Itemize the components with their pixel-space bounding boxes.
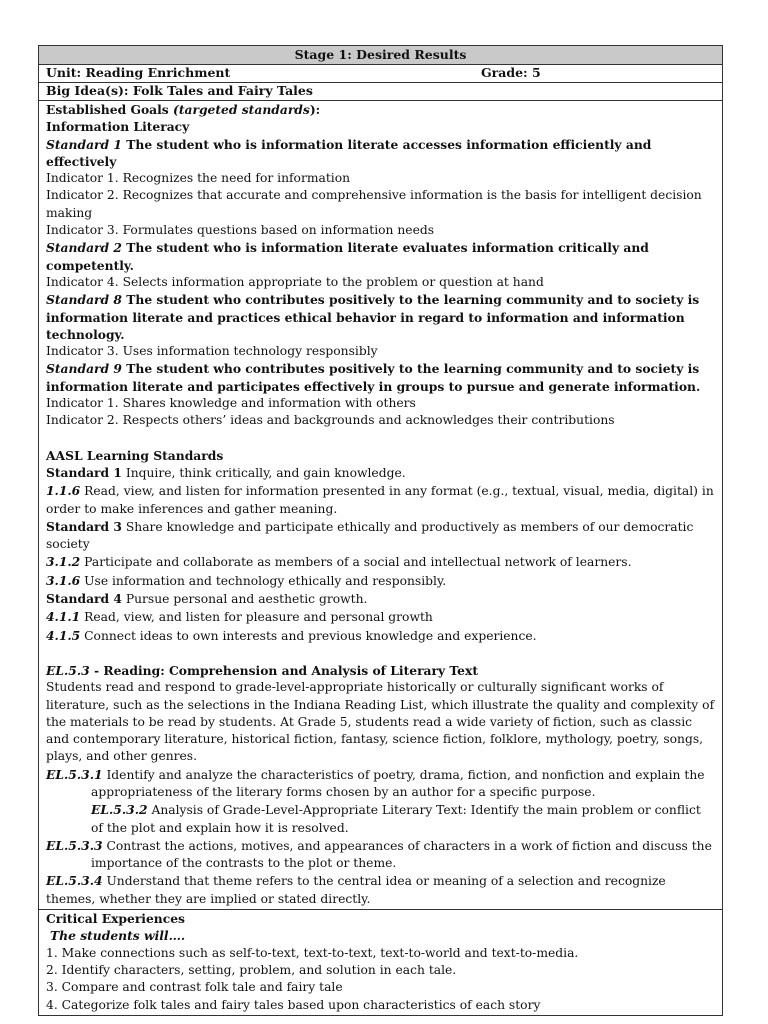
indicator: Indicator 2. Recognizes that accurate and comprehensive information is the basis for intelligent decision making xyxy=(46,188,702,220)
critical-heading: Critical Experiences xyxy=(46,911,185,927)
indicator: Indicator 3. Formulates questions based on information needs xyxy=(46,223,435,238)
aasl-standard-1: Standard 1 Inquire, think critically, and gain knowledge. xyxy=(46,464,406,480)
list-item: 3. Compare and contrast folk tale and fairy tale xyxy=(46,980,343,995)
info-literacy-heading: Information Literacy xyxy=(46,119,190,135)
aasl-1-1-6: 1.1.6 Read, view, and listen for information presented in any format (e.g., textual, visual, media, digital) in order to make inferences and gather meaning. xyxy=(46,483,714,516)
el-5-3-2: EL.5.3.2 Analysis of Grade-Level-Appropriate Literary Text: Identify the main problem or conflict of the plot and explain how it is resolved. xyxy=(91,802,701,835)
critical-experiences-section xyxy=(39,910,722,1015)
unit-row xyxy=(39,65,722,83)
list-item: 4. Categorize folk tales and fairy tales based upon characteristics of each story xyxy=(46,997,541,1012)
big-idea-row xyxy=(39,83,722,101)
big-idea-label: Big Idea(s): Folk Tales and Fairy Tales xyxy=(46,83,313,98)
el-5-3-1: EL.5.3.1 Identify and analyze the characteristics of poetry, drama, fiction, and nonfiction and explain the appropriateness of the literary forms chosen by an author for a specific purpose. xyxy=(46,766,705,799)
el-heading: EL.5.3 - Reading: Comprehension and Analysis of Literary Text xyxy=(46,662,479,678)
standard-1: Standard 1 The student who is information literate accesses information efficiently and effectively xyxy=(46,136,652,169)
goals-section xyxy=(39,101,722,910)
indicator: Indicator 3. Uses information technology responsibly xyxy=(46,344,378,359)
aasl-standard-4: Standard 4 Pursue personal and aesthetic growth. xyxy=(46,591,368,607)
indicator: Indicator 4. Selects information appropriate to the problem or question at hand xyxy=(46,274,544,289)
aasl-4-1-5: 4.1.5 Connect ideas to own interests and previous knowledge and experience. xyxy=(46,627,537,643)
aasl-heading: AASL Learning Standards xyxy=(46,447,224,463)
indicator: Indicator 2. Respects others’ ideas and backgrounds and acknowledges their contributions xyxy=(46,413,615,428)
el-intro: Students read and respond to grade-level-appropriate historically or culturally significant works of literature, such as the selections in the Indiana Reading List, which illustrate the quality and complexity of the materials to be read by students. At Grade 5, students read a wide variety of fiction, such as classic and contemporary literature, historical fiction, fantasy, science fiction, folklore, mythology, poetry, songs, plays, and other genres. xyxy=(46,680,715,764)
goals-heading: Established Goals (targeted standards): xyxy=(46,102,321,117)
aasl-4-1-1: 4.1.1 Read, view, and listen for pleasure and personal growth xyxy=(46,609,433,625)
standard-2: Standard 2 The student who is information literate evaluates information critically and competently. xyxy=(46,240,649,273)
critical-subheading: The students will…. xyxy=(50,928,186,944)
grade-label: Grade: 5 xyxy=(481,65,541,80)
list-item: 2. Identify characters, setting, problem, and solution in each tale. xyxy=(46,962,457,977)
list-item: 1. Make connections such as self-to-text, text-to-text, text-to-world and text-to-media. xyxy=(46,945,579,960)
unit-label: Unit: Reading Enrichment xyxy=(46,65,231,80)
indicator: Indicator 1. Shares knowledge and information with others xyxy=(46,396,416,411)
stage-title: Stage 1: Desired Results xyxy=(39,46,722,65)
standard-9: Standard 9 The student who contributes positively to the learning community and to society is information literate and participates effectively in groups to pursue and generate information. xyxy=(46,361,701,394)
aasl-standard-3: Standard 3 Share knowledge and participate ethically and productively as members of our democratic society xyxy=(46,518,694,552)
el-5-3-3: EL.5.3.3 Contrast the actions, motives, and appearances of characters in a work of fiction and discuss the importance of the contrasts to the plot or theme. xyxy=(46,837,712,871)
aasl-3-1-6: 3.1.6 Use information and technology ethically and responsibly. xyxy=(46,572,447,588)
stage-table xyxy=(38,45,723,1016)
standard-8: Standard 8 The student who contributes positively to the learning community and to society is information literate and practices ethical behavior in regard to information and information technology. xyxy=(46,292,700,342)
aasl-3-1-2: 3.1.2 Participate and collaborate as members of a social and intellectual network of learners. xyxy=(46,554,632,570)
indicator: Indicator 1. Recognizes the need for information xyxy=(46,171,351,186)
el-5-3-4: EL.5.3.4 Understand that theme refers to the central idea or meaning of a selection and recognize themes, whether they are implied or stated directly. xyxy=(46,873,666,906)
